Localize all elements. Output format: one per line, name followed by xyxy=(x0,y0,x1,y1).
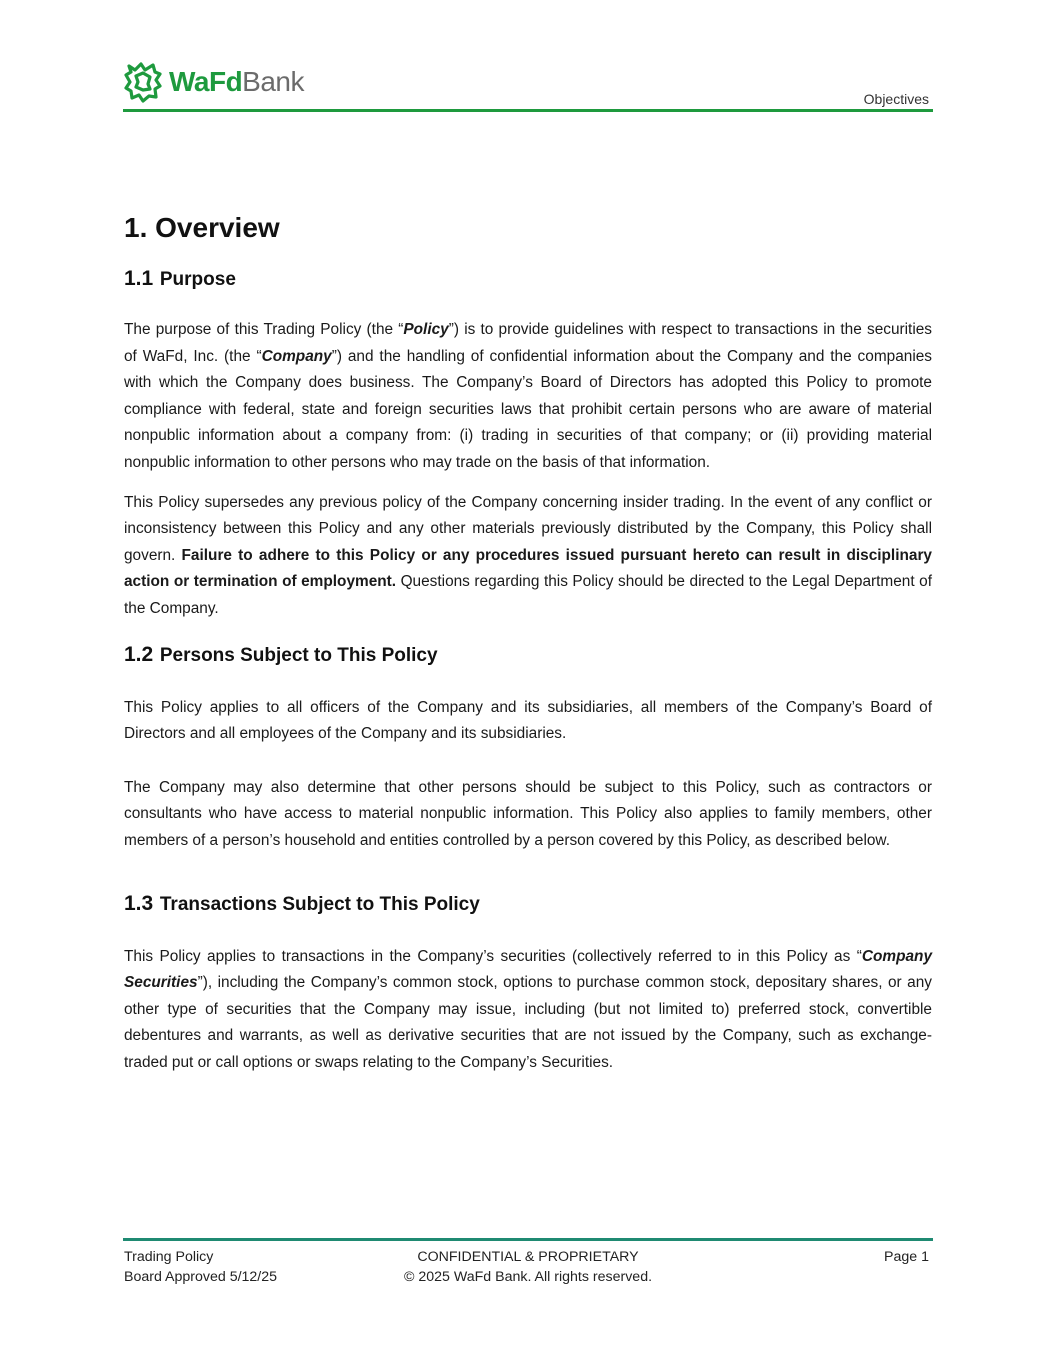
header-divider xyxy=(123,109,933,112)
section-number: 1.2 xyxy=(124,642,154,666)
section-title: Purpose xyxy=(159,269,236,290)
text-run: This Policy supersedes any previous policy of the Company concerning insider trading. In the event of any conflict or inconsistency between this Policy and any other materials previously distributed by the Company, this Policy shall govern. xyxy=(124,493,932,564)
page-number: Page 1 xyxy=(884,1249,929,1265)
header-section-label: Objectives xyxy=(863,91,929,107)
defined-term-company: Company xyxy=(261,347,332,365)
text-run: ”), including the Company’s common stock, options to purchase common stock, depositary shares, or any other type of securities that the Company may issue, including (but not limited to) preferred stock, convertible debentures and warrants, as well as derivative securities that are not issued by the Company, such as exchange-traded put or call options or swaps relating to the Company’s Securities. xyxy=(124,974,932,1071)
defined-term-policy: Policy xyxy=(403,321,449,338)
section-number: 1.1 xyxy=(124,267,154,290)
persons-paragraph-1: This Policy applies to all officers of the Company and its subsidiaries, all members of the Company’s Board of Directors and all employees of the Company and its subsidiaries. xyxy=(124,698,932,743)
purpose-paragraph-2 xyxy=(124,490,932,623)
footer-right xyxy=(884,1247,929,1267)
copyright-notice: © 2025 WaFd Bank. All rights reserved. xyxy=(403,1269,653,1285)
page-header xyxy=(123,58,933,114)
text-run: This Policy applies to transactions in the Company’s securities (collectively referred to in this Policy as “ xyxy=(124,947,862,965)
document-body xyxy=(124,210,932,1076)
wafd-bank-logo xyxy=(123,58,304,106)
logo-bank-text: Bank xyxy=(242,66,304,97)
document-title: Trading Policy xyxy=(124,1249,214,1265)
confidential-label: CONFIDENTIAL & PROPRIETARY xyxy=(417,1249,639,1265)
logo-wafd-text: WaFd xyxy=(169,66,243,97)
heading-persons-subject xyxy=(124,640,932,670)
persons-paragraph-2: The Company may also determine that other persons should be subject to this Policy, such as contractors or consultants who have access to material nonpublic information. This Policy also applies to family members, other members of a person’s household and entities controlled by a person covered by this Policy, as described below. xyxy=(124,778,932,849)
text-run: ”) is to provide guidelines with respect to transactions in the securities of WaFd, Inc. (the “ xyxy=(124,321,933,365)
heading-title: Overview xyxy=(155,212,280,243)
section-title: Transactions Subject to This Policy xyxy=(159,893,480,915)
transactions-paragraph-1 xyxy=(124,944,932,1077)
page-footer xyxy=(123,1238,933,1298)
section-title: Persons Subject to This Policy xyxy=(159,644,438,666)
text-run: The purpose of this Trading Policy (the “ xyxy=(124,321,404,338)
section-number: 1.3 xyxy=(124,891,154,915)
text-run: Questions regarding this Policy should be directed to the Legal Department of the Company. xyxy=(124,573,933,617)
heading-overview xyxy=(124,210,932,246)
heading-number: 1. xyxy=(124,212,148,243)
purpose-paragraph-1 xyxy=(124,317,932,477)
footer-divider xyxy=(123,1238,933,1241)
heading-transactions-subject xyxy=(124,889,932,919)
approval-date: Board Approved 5/12/25 xyxy=(124,1269,278,1285)
defined-term-company-securities: Company Securities xyxy=(124,947,932,992)
disciplinary-warning: Failure to adhere to this Policy or any procedures issued pursuant hereto can result in disciplinary action or termination of employment. xyxy=(124,546,932,591)
footer-left xyxy=(124,1247,277,1287)
text-run: ”) and the handling of confidential information about the Company and the companies with which the Company does business. The Company’s Board of Directors has adopted this Policy to promote compliance with federal, state and foreign securities laws that prohibit certain persons who are aware of material nonpublic information about a company from: (i) trading in securities of that company; or (ii) providing material nonpublic information to other persons who may trade on the basis of that information. xyxy=(124,347,932,471)
wafd-emblem-icon xyxy=(123,60,163,104)
heading-purpose xyxy=(124,264,932,294)
